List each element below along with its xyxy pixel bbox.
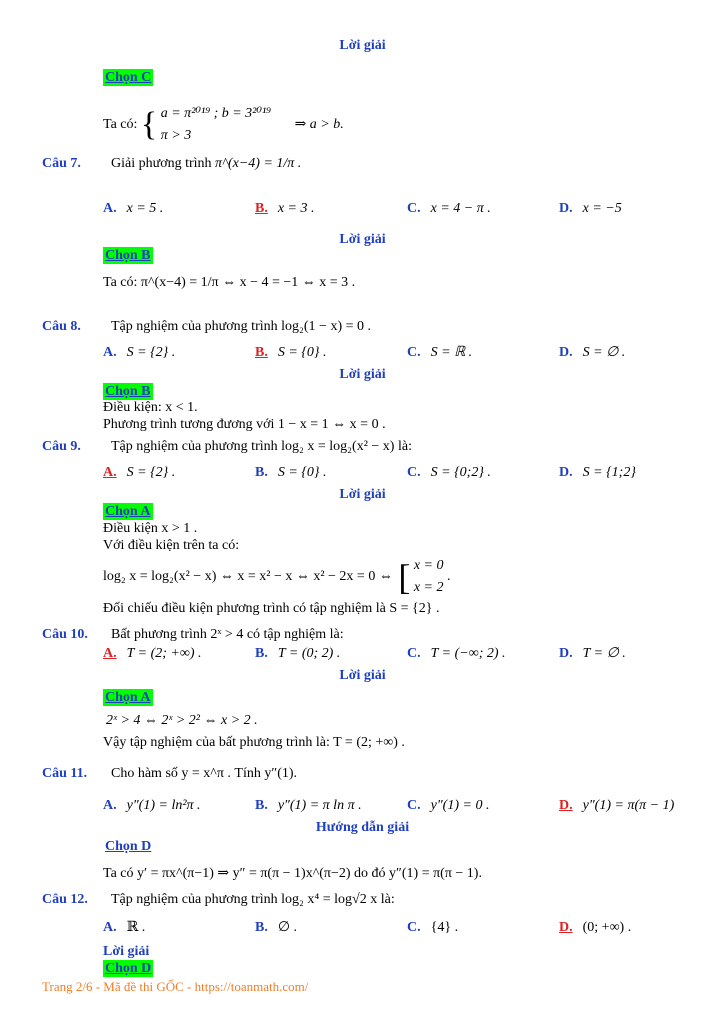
case-line: x = 0 (413, 558, 444, 573)
question-text: Tập nghiệm của phương trình log₂ x = log₂(x² − x) là: (111, 439, 412, 454)
solution-prefix: Ta có: (103, 117, 138, 133)
solution-line: 2ˣ > 4 ⇔ 2ˣ > 2² ⇔ x > 2 . (106, 713, 258, 728)
solution-heading: Lời giải (103, 944, 150, 959)
solution-line: Phương trình tương đương với 1 − x = 1 ⇔ x = 0 . (103, 417, 386, 432)
system-line: a = π²⁰¹⁹ ; b = 3²⁰¹⁹ (160, 106, 272, 121)
left-bracket-icon: [ (398, 557, 411, 597)
option-d[interactable]: D. T = ∅ . (559, 646, 626, 661)
option-a[interactable]: A. T = (2; +∞) . (103, 646, 202, 661)
question-number: Câu 8. (42, 319, 81, 334)
solution-heading: Lời giải (339, 668, 386, 683)
option-b[interactable]: B. S = {0} . (255, 345, 327, 360)
option-c[interactable]: C. {4} . (407, 920, 459, 935)
option-d[interactable]: D. y″(1) = π(π − 1) (559, 798, 675, 813)
option-b[interactable]: B. x = 3 . (255, 201, 315, 216)
question-number: Câu 9. (42, 439, 81, 454)
option-d[interactable]: D. x = −5 (559, 201, 622, 216)
solution-line: Điều kiện: x < 1. (103, 400, 198, 415)
solution-heading: Lời giải (339, 367, 386, 382)
option-d[interactable]: D. S = ∅ . (559, 345, 626, 360)
answer-choice: Chọn A (105, 504, 151, 519)
solution-system (103, 103, 344, 147)
solution-heading: Lời giải (339, 487, 386, 502)
answer-choice: Chọn D (105, 961, 152, 976)
option-b[interactable]: B. T = (0; 2) . (255, 646, 341, 661)
option-c[interactable]: C. S = ℝ . (407, 345, 473, 360)
solution-conclusion: ⇒ a > b. (294, 117, 344, 133)
question-number: Câu 7. (42, 156, 81, 171)
question-text: Cho hàm số y = x^π . Tính y″(1). (111, 766, 298, 781)
option-b[interactable]: B. S = {0} . (255, 465, 327, 480)
answer-choice: Chọn B (105, 384, 151, 399)
solution-heading: Lời giải (339, 232, 386, 247)
equation-system (161, 103, 271, 147)
solution-heading: Lời giải (339, 38, 386, 53)
answer-choice: Chọn A (105, 690, 151, 705)
case-line: x = 2 (413, 580, 444, 595)
system-line: π > 3 (160, 128, 192, 143)
option-c[interactable]: C. T = (−∞; 2) . (407, 646, 506, 661)
solution-line: Với điều kiện trên ta có: (103, 538, 240, 553)
option-a[interactable]: A. S = {2} . (103, 465, 176, 480)
question-number: Câu 12. (42, 892, 88, 907)
solution-cases (414, 555, 444, 599)
option-b[interactable]: B. y″(1) = π ln π . (255, 798, 362, 813)
guide-heading: Hướng dẫn giải (315, 820, 410, 835)
solution-line: Vậy tập nghiệm của bất phương trình là: T = (2; +∞) . (103, 735, 405, 750)
option-b[interactable]: B. ∅ . (255, 920, 298, 935)
option-d[interactable]: D. (0; +∞) . (559, 920, 632, 935)
answer-choice: Chọn B (105, 248, 151, 263)
question-text: Giải phương trình π^(x−4) = 1/π . (111, 156, 302, 171)
option-c[interactable]: C. y″(1) = 0 . (407, 798, 490, 813)
solution-line: Điều kiện x > 1 . (103, 521, 198, 536)
option-a[interactable]: A. x = 5 . (103, 201, 164, 216)
question-number: Câu 10. (42, 627, 88, 642)
option-c[interactable]: C. S = {0;2} . (407, 465, 491, 480)
question-math: π^(x−4) = 1/π . (215, 156, 302, 171)
solution-equation: log₂ x = log₂(x² − x) ⇔ x = x² − x ⇔ x² − 2x = 0 ⇔ [ x = 0 x = 2 . (103, 557, 451, 597)
question-number: Câu 11. (42, 766, 88, 781)
solution-line: Đối chiếu điều kiện phương trình có tập nghiệm là S = {2} . (103, 601, 440, 616)
page-footer: Trang 2/6 - Mã đề thi GỐC - https://toanmath.com/ (42, 979, 309, 994)
question-text: Bất phương trình 2ˣ > 4 có tập nghiệm là: (111, 627, 344, 642)
solution-line: Ta có y′ = πx^(π−1) ⇒ y″ = π(π − 1)x^(π−2) do đó y″(1) = π(π − 1). (103, 866, 482, 881)
option-a[interactable]: A. y″(1) = ln²π . (103, 798, 201, 813)
solution-line: Ta có: π^(x−4) = 1/π ⇔ x − 4 = −1 ⇔ x = 3 . (103, 275, 356, 290)
option-a[interactable]: A. ℝ . (103, 920, 146, 935)
answer-choice: Chọn D (105, 839, 152, 854)
answer-choice: Chọn C (105, 70, 152, 85)
question-text: Tập nghiệm của phương trình log₂(1 − x) = 0 . (111, 319, 372, 334)
option-c[interactable]: C. x = 4 − π . (407, 201, 491, 216)
option-a[interactable]: A. S = {2} . (103, 345, 176, 360)
question-text: Tập nghiệm của phương trình log₂ x⁴ = log√2 x là: (111, 892, 395, 907)
left-brace-icon: { (140, 106, 158, 143)
option-d[interactable]: D. S = {1;2} (559, 465, 636, 480)
